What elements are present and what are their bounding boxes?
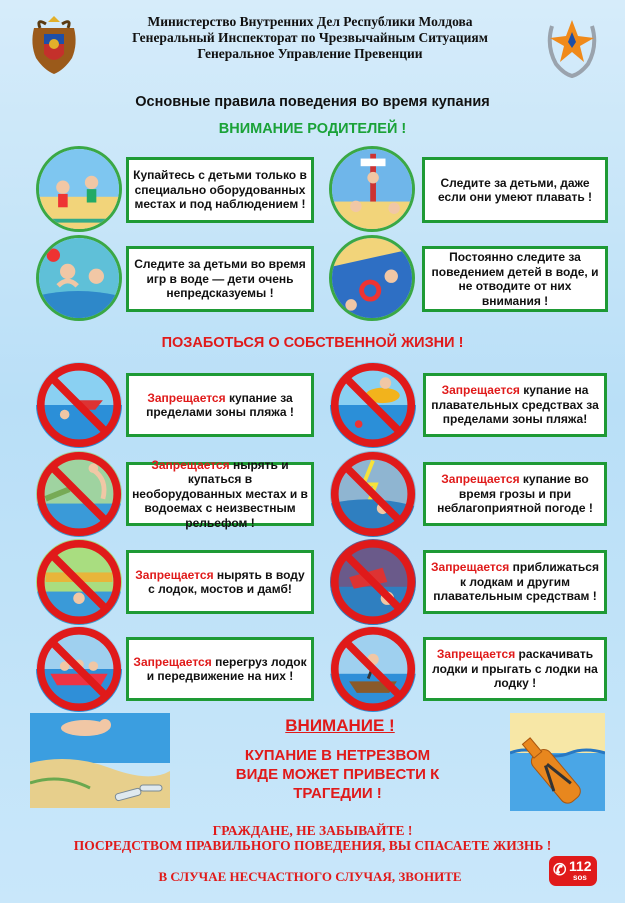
self-rule-box <box>126 457 314 530</box>
self-rule-rest: перегруз лодок и передвижение на них ! <box>146 654 307 683</box>
self-rule-rest: нырять и купаться в необорудованных местах и в водоемах с неизвестным рельефом ! <box>132 457 308 530</box>
emergency-number: 112 <box>569 858 592 874</box>
float-ring-icon <box>330 362 416 448</box>
forbidden-word: Запрещается <box>133 654 212 669</box>
sos-label: sos <box>573 873 587 882</box>
parent-rule-box <box>422 246 608 312</box>
self-rule-rest: нырять в воду с лодок, мостов и дамб! <box>148 567 305 596</box>
self-rule-box <box>126 550 314 614</box>
self-rule-text <box>132 458 308 531</box>
ministry-line-2: Генеральный Инспекторат по Чрезвычайным Ситуациям <box>132 30 488 45</box>
self-rule-box <box>423 550 607 614</box>
beach-crowd-icon <box>36 146 122 232</box>
self-rule-text <box>132 655 308 684</box>
self-rule-rest: приближаться к лодкам и другим плавательным средствам ! <box>433 560 599 604</box>
parent-rule-text: Купайтесь с детьми только в специально оборудованных местах и под наблюдением ! <box>133 168 307 212</box>
rocking-boat-icon <box>330 626 416 712</box>
self-rule-box <box>126 373 314 437</box>
self-rule-rest: купание на плавательных средствах за пределами зоны пляжа! <box>431 383 599 427</box>
self-rule-text <box>429 647 601 691</box>
emergency-call-line: В СЛУЧАЕ НЕСЧАСТНОГО СЛУЧАЯ, ЗВОНИТЕ <box>158 869 462 884</box>
warning-text: КУПАНИЕ В НЕТРЕЗВОМ ВИДЕ МОЖЕТ ПРИВЕСТИ К ТРАГЕДИИ ! <box>235 747 440 802</box>
emergency-service-emblem-icon <box>542 12 602 78</box>
section-parents-heading: ВНИМАНИЕ РОДИТЕЛЕЙ ! <box>218 121 407 137</box>
storm-icon <box>330 451 416 537</box>
ministry-header <box>100 14 520 62</box>
self-rule-rest: купание за пределами зоны пляжа ! <box>146 390 294 419</box>
parent-rule-text: Следите за детьми, даже если они умеют плавать ! <box>437 175 593 204</box>
self-rule-text <box>132 391 308 420</box>
children-playing-icon <box>36 235 122 321</box>
self-rule-text <box>429 560 601 604</box>
self-rule-text <box>132 568 308 597</box>
forbidden-word: Запрещается <box>441 472 520 487</box>
warning-title: ВНИМАНИЕ ! <box>285 716 395 735</box>
section-self-heading: ПОЗАБОТЬСЯ О СОБСТВЕННОЙ ЖИЗНИ ! <box>161 335 464 351</box>
parent-rule-box <box>422 157 608 223</box>
boat-swimmer-icon <box>36 362 122 448</box>
parent-rule-box <box>126 157 314 223</box>
page-title: Основные правила поведения во время купания <box>135 94 490 110</box>
self-rule-box <box>423 462 607 526</box>
drunk-swimmer-illustration-icon <box>30 713 170 808</box>
forbidden-word: Запрещается <box>431 560 510 575</box>
parent-rule-text: Постоянно следите за поведением детей в воде, и не отводите от них внимания ! <box>431 250 599 308</box>
citizens-line-2: ПОСРЕДСТВОМ ПРАВИЛЬНОГО ПОВЕДЕНИЯ, ВЫ СПАСАЕТЕ ЖИЗНЬ ! <box>73 838 552 853</box>
forbidden-word: Запрещается <box>436 647 516 662</box>
overloaded-boat-icon <box>36 626 122 712</box>
self-rule-box <box>423 373 607 437</box>
drowning-bottle-illustration-icon <box>510 713 605 811</box>
forbidden-word: Запрещается <box>147 390 226 405</box>
phone-icon: ✆ <box>553 862 567 879</box>
ministry-line-1: Министерство Внутренних Дел Республики Молдова <box>147 14 473 29</box>
lifeguard-icon <box>329 146 415 232</box>
moldova-coat-of-arms-icon <box>26 14 82 78</box>
self-rule-rest: раскачивать лодки и прыгать с лодки на лодку ! <box>432 647 598 691</box>
citizens-line-1: ГРАЖДАНЕ, НЕ ЗАБЫВАЙТЕ ! <box>212 823 413 838</box>
bridge-dive-icon <box>36 539 122 625</box>
forbidden-word: Запрещается <box>135 567 214 582</box>
diving-icon <box>36 451 122 537</box>
self-rule-box <box>126 637 314 701</box>
motorboat-icon <box>330 539 416 625</box>
parent-rule-box <box>126 246 314 312</box>
emergency-112-badge[interactable] <box>549 856 597 886</box>
self-rule-text <box>429 383 601 427</box>
self-rule-box <box>423 637 607 701</box>
parent-rule-text: Следите за детьми во время игр в воде — дети очень непредсказуемы ! <box>134 257 306 301</box>
self-rule-text <box>429 472 601 516</box>
forbidden-word: Запрещается <box>441 383 520 398</box>
forbidden-word: Запрещается <box>151 457 230 472</box>
child-swimming-icon <box>329 235 415 321</box>
self-rule-rest: купание во время грозы и при неблагоприятной погоде ! <box>437 472 593 516</box>
ministry-line-3: Генеральное Управление Превенции <box>197 46 423 61</box>
